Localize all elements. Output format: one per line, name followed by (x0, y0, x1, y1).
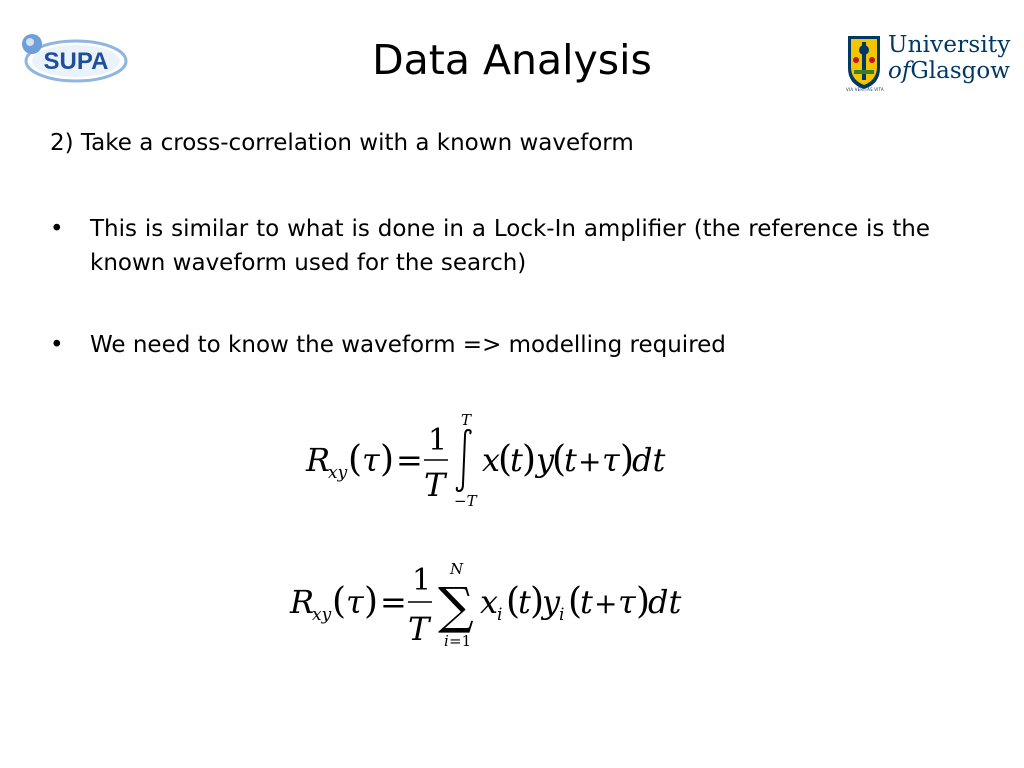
bullet-item: • This is similar to what is done in a Lock-In amplifier (the reference is the known waveform used for the search) (50, 212, 930, 280)
svg-text:+: + (594, 587, 618, 620)
crest-icon (846, 34, 882, 90)
svg-text:t: t (518, 583, 531, 621)
svg-text:): ) (380, 439, 395, 480)
svg-text:+: + (578, 445, 602, 478)
svg-text:): ) (530, 581, 545, 622)
svg-text:(: ( (506, 581, 521, 622)
svg-text:x: x (482, 441, 501, 479)
svg-text:i: i (444, 632, 449, 650)
svg-text:xy: xy (312, 605, 332, 625)
svg-text:i: i (497, 605, 503, 625)
page-title: Data Analysis (372, 36, 652, 84)
svg-text:−T: −T (454, 492, 477, 510)
svg-text:xy: xy (328, 463, 348, 483)
svg-text:(: ( (552, 439, 567, 480)
svg-text:∑: ∑ (438, 577, 474, 635)
svg-text:t: t (564, 441, 577, 479)
svg-text:R: R (290, 583, 315, 621)
glasgow-wordmark: Glasgow (910, 58, 1010, 84)
section-subtitle: 2) Take a cross-correlation with a known waveform (50, 130, 634, 156)
svg-text:=: = (396, 441, 423, 479)
svg-text:1: 1 (428, 423, 448, 458)
supa-logo-text: SUPA (43, 48, 109, 75)
university-of-glasgow-logo (846, 34, 1012, 92)
bullet-item: • We need to know the waveform => modelling required (50, 328, 930, 362)
svg-text:): ) (364, 581, 379, 622)
of-wordmark: of (888, 58, 911, 84)
svg-text:dt: dt (632, 441, 666, 479)
svg-text:=: = (380, 583, 407, 621)
university-wordmark: University (888, 32, 1011, 58)
svg-text:τ: τ (362, 441, 380, 479)
svg-text:x: x (480, 583, 499, 621)
svg-text:): ) (636, 581, 651, 622)
svg-text:T: T (424, 466, 446, 504)
svg-text:τ: τ (618, 583, 636, 621)
svg-text:N: N (450, 560, 464, 578)
bullet-list (50, 212, 930, 410)
svg-text:1: 1 (412, 563, 432, 598)
svg-text:i: i (559, 605, 565, 625)
svg-text:τ: τ (346, 583, 364, 621)
svg-text:y: y (542, 583, 561, 621)
svg-text:(: ( (498, 439, 513, 480)
svg-text:): ) (522, 439, 537, 480)
svg-text:t: t (580, 583, 593, 621)
svg-text:(: ( (348, 439, 363, 480)
svg-text:dt: dt (648, 583, 682, 621)
svg-text:R: R (306, 441, 331, 479)
discrete-cross-correlation-equation (284, 558, 684, 658)
svg-text:τ: τ (602, 441, 620, 479)
crest-motto: VIA VERITAS VITA (846, 87, 884, 92)
svg-text:=1: =1 (449, 632, 472, 650)
continuous-cross-correlation-equation (300, 408, 670, 513)
svg-text:(: ( (568, 581, 583, 622)
svg-text:y: y (536, 441, 555, 479)
svg-text:): ) (620, 439, 635, 480)
svg-text:(: ( (332, 581, 347, 622)
svg-text:t: t (510, 441, 523, 479)
svg-text:T: T (461, 411, 472, 429)
svg-text:T: T (408, 610, 430, 648)
